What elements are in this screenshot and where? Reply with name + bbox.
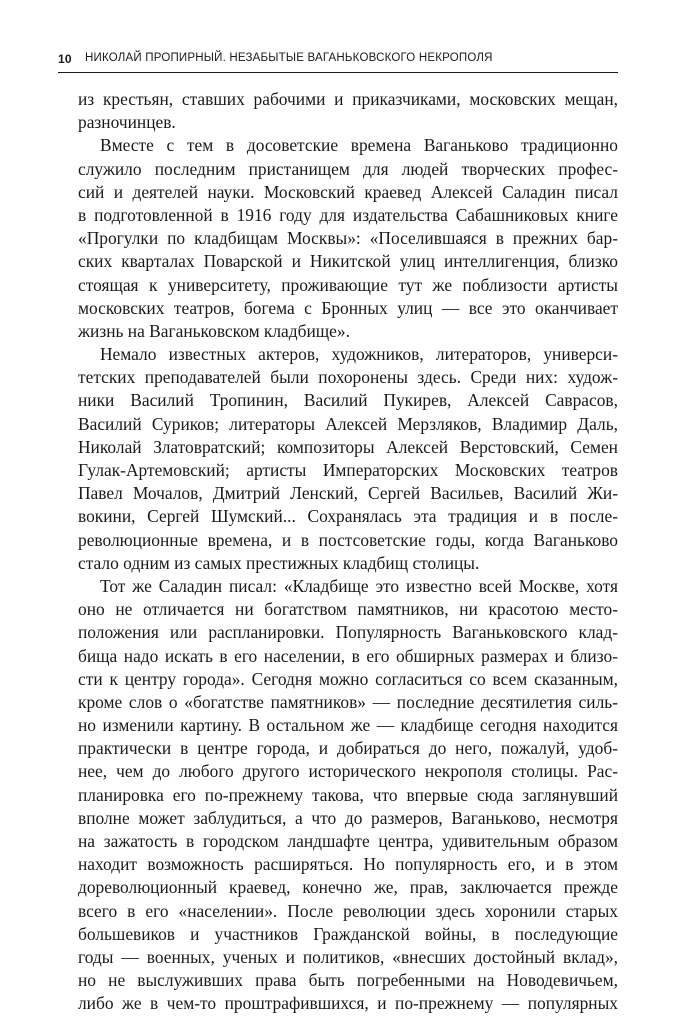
page-number: 10 [58, 52, 72, 66]
text-line: большевиков и участников Гражданской войны, в последующие [78, 923, 618, 944]
text-line: но изменили картину. В остальном же — кладбище сегодня находится [78, 715, 618, 736]
paragraph-first-line: Вместе с тем в досоветские времена Ваганьково традиционно [100, 135, 618, 156]
text-line: Гулак-Артемовский; артисты Императорских Московских театров [78, 460, 618, 480]
text-line: сти к центру города». Сегодня можно согласиться со всем сказанным, [78, 668, 618, 689]
text-line: оно не отличается ни богатством памятников, ни красотою место- [78, 599, 618, 620]
header-rule [58, 72, 618, 73]
text-line: планировка его по-прежнему такова, что впервые сюда заглянувший [78, 784, 618, 805]
text-line: всего в его «населении». После революции здесь хоронили старых [78, 900, 618, 921]
text-line: вполне может заблудиться, а что до размеров, Ваганьково, несмотря [78, 807, 618, 828]
text-line: годы — военных, ученых и политиков, «внесших достойный вклад», [78, 946, 618, 967]
body-text [78, 88, 618, 1016]
running-header [58, 50, 618, 70]
text-line: ники Василий Тропинин, Василий Пукирев, Алексей Саврасов, [78, 390, 618, 411]
text-line: «Прогулки по кладбищам Москвы»: «Поселившаяся в прежних бар- [78, 228, 618, 249]
running-title: НИКОЛАЙ ПРОПИРНЫЙ. НЕЗАБЫТЫЕ ВАГАНЬКОВСКОГО НЕКРОПОЛЯ [85, 52, 493, 64]
text-line: революционные времена, и в постсоветские годы, когда Ваганьково [78, 529, 618, 550]
text-line: служило последним пристанищем для людей творческих профес- [78, 158, 618, 179]
text-line: бища надо искать в его населении, в его обширных размерах и близо- [78, 645, 618, 666]
text-line: но не выслуживших права быть погребенными на Новодевичьем, [78, 970, 618, 991]
text-line: либо же в чем-то проштрафившихся, и по-прежнему — популярных [78, 993, 618, 1014]
paragraph-first-line: Немало известных актеров, художников, литераторов, универси- [100, 344, 618, 365]
text-line: московских театров, богема с Бронных улиц — все это оканчивает [78, 297, 618, 318]
text-line: тетских преподавателей были похоронены здесь. Среди них: худож- [78, 367, 618, 388]
text-line: кроме слов о «богатстве памятников» — последние десятилетия силь- [78, 691, 618, 712]
text-line: находит возможность расширяться. Но популярность его, и в этом [78, 854, 618, 875]
text-line: Павел Мочалов, Дмитрий Ленский, Сергей Васильев, Василий Жи- [78, 483, 618, 504]
text-line: нее, чем до любого другого исторического некрополя столицы. Рас- [78, 761, 618, 782]
text-line: жизнь на Ваганьковском кладбище». [78, 320, 350, 341]
text-line: положения или распланировки. Популярность Ваганьковского клад- [78, 622, 618, 643]
paragraph-first-line: Тот же Саладин писал: «Кладбище это известно всей Москве, хотя [100, 575, 618, 596]
text-line: Василий Суриков; литераторы Алексей Мерзляков, Владимир Даль, [78, 413, 618, 434]
text-line: Николай Златовратский; композиторы Алексей Верстовский, Семен [78, 436, 618, 457]
text-line: стоящая к университету, проживающие тут же поблизости артисты [78, 274, 618, 295]
text-line: сий и деятелей науки. Московский краевед Алексей Саладин писал [78, 181, 618, 202]
text-line: стало одним из самых престижных кладбищ столицы. [78, 552, 480, 573]
text-line: разночинцев. [78, 112, 176, 133]
text-line: дореволюционный краевед, конечно же, прав, заключается прежде [78, 877, 618, 898]
text-line: практически в центре города, и добираться до него, пожалуй, удоб- [78, 738, 618, 759]
text-line: на зажатость в городском ландшафте центра, удивительным образом [78, 831, 618, 851]
text-line: ских кварталах Поварской и Никитской улиц интеллигенция, близко [78, 251, 618, 272]
text-line: из крестьян, ставших рабочими и приказчиками, московских мещан, [78, 89, 618, 109]
text-line: вокини, Сергей Шумский... Сохранялась эта традиция и в после- [78, 506, 618, 527]
text-line: в подготовленной в 1916 году для издательства Сабашниковых книге [78, 204, 618, 225]
